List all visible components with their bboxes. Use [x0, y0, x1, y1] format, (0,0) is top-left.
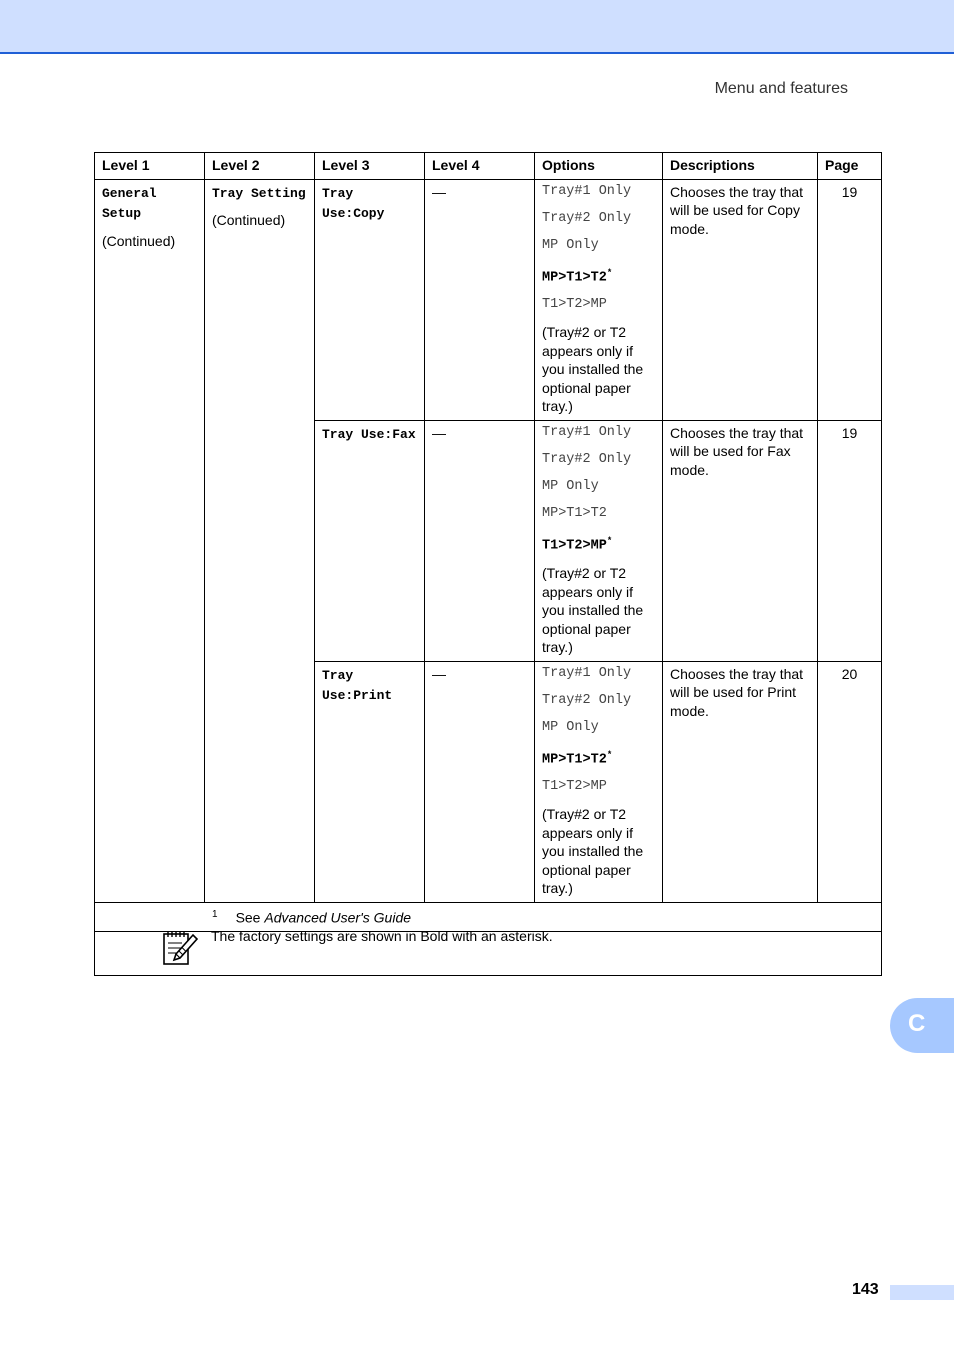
default-marker: *: [606, 267, 613, 278]
level3-cell: [315, 179, 425, 420]
level1-cell: [95, 179, 205, 902]
option-value: Tray#2 Only: [542, 210, 632, 226]
page-cell: 20: [818, 661, 882, 902]
footnote-cell: [95, 902, 882, 931]
level3-cell: [315, 661, 425, 902]
footnote-prefix: See: [235, 909, 265, 926]
chapter-tab: [890, 998, 954, 1053]
level4-cell: —: [425, 661, 535, 902]
menu-table: [94, 152, 882, 976]
level1-continued: (Continued): [102, 232, 176, 249]
option-value: T1>T2>MP: [542, 779, 607, 794]
footnote-row: [95, 902, 882, 931]
option-value: MP Only: [542, 719, 599, 735]
option-note: (Tray#2 or T2 appears only if you installed the optional paper tray.): [542, 806, 644, 896]
section-title: Menu and features: [714, 80, 848, 97]
level2-cell: [205, 179, 315, 902]
option-value: T1>T2>MP*: [542, 535, 613, 553]
footnote: [102, 906, 874, 927]
description-cell: Chooses the tray that will be used for Copy mode.: [663, 179, 818, 420]
note-pencil-icon: [162, 928, 198, 966]
chapter-tab-letter: C: [908, 1010, 926, 1037]
option-note: (Tray#2 or T2 appears only if you installed the optional paper tray.): [542, 565, 644, 655]
level1-name: General Setup: [102, 185, 157, 221]
page-number-bar: [890, 1285, 954, 1300]
option-value: Tray#1 Only: [542, 424, 632, 440]
table-row: [95, 179, 882, 420]
default-marker: *: [606, 749, 613, 760]
option-value: Tray#2 Only: [542, 451, 632, 467]
level2-name: Tray Setting: [212, 185, 306, 201]
level3-cell: [315, 420, 425, 661]
footnote-marker: 1: [212, 908, 218, 920]
level4-cell: —: [425, 179, 535, 420]
header-options: Options: [535, 153, 663, 180]
option-value: MP Only: [542, 237, 599, 253]
option-value: Tray#2 Only: [542, 692, 632, 708]
header-page: Page: [818, 153, 882, 180]
table-header-row: [95, 153, 882, 180]
header-level4: Level 4: [425, 153, 535, 180]
page-cell: 19: [818, 420, 882, 661]
options-cell: [535, 661, 663, 902]
option-value: MP>T1>T2: [542, 505, 607, 521]
option-value: Tray#1 Only: [542, 183, 632, 199]
default-marker: *: [606, 535, 613, 546]
option-value: MP>T1>T2*: [542, 267, 613, 285]
header-level2: Level 2: [205, 153, 315, 180]
option-value: T1>T2>MP: [542, 297, 607, 312]
header-level1: Level 1: [95, 153, 205, 180]
header-level3: Level 3: [315, 153, 425, 180]
level3-name: Tray Use:Print: [322, 667, 393, 703]
option-value: MP>T1>T2*: [542, 749, 613, 767]
level3-name: Tray Use:Fax: [322, 426, 416, 442]
level3-name: Tray Use:Copy: [322, 185, 385, 221]
page-number: 143: [852, 1281, 879, 1298]
option-value: MP Only: [542, 478, 599, 494]
footnote-guide-title: Advanced User's Guide: [264, 909, 412, 926]
header-band: [0, 0, 954, 54]
description-cell: Chooses the tray that will be used for Fax mode.: [663, 420, 818, 661]
note-text: The factory settings are shown in Bold with an asterisk.: [211, 928, 553, 944]
header-descriptions: Descriptions: [663, 153, 818, 180]
option-value: Tray#1 Only: [542, 665, 632, 681]
option-note: (Tray#2 or T2 appears only if you installed the optional paper tray.): [542, 324, 644, 414]
options-cell: [535, 179, 663, 420]
page-cell: 19: [818, 179, 882, 420]
options-cell: [535, 420, 663, 661]
level4-cell: —: [425, 420, 535, 661]
level2-continued: (Continued): [212, 212, 286, 228]
description-cell: Chooses the tray that will be used for Print mode.: [663, 661, 818, 902]
